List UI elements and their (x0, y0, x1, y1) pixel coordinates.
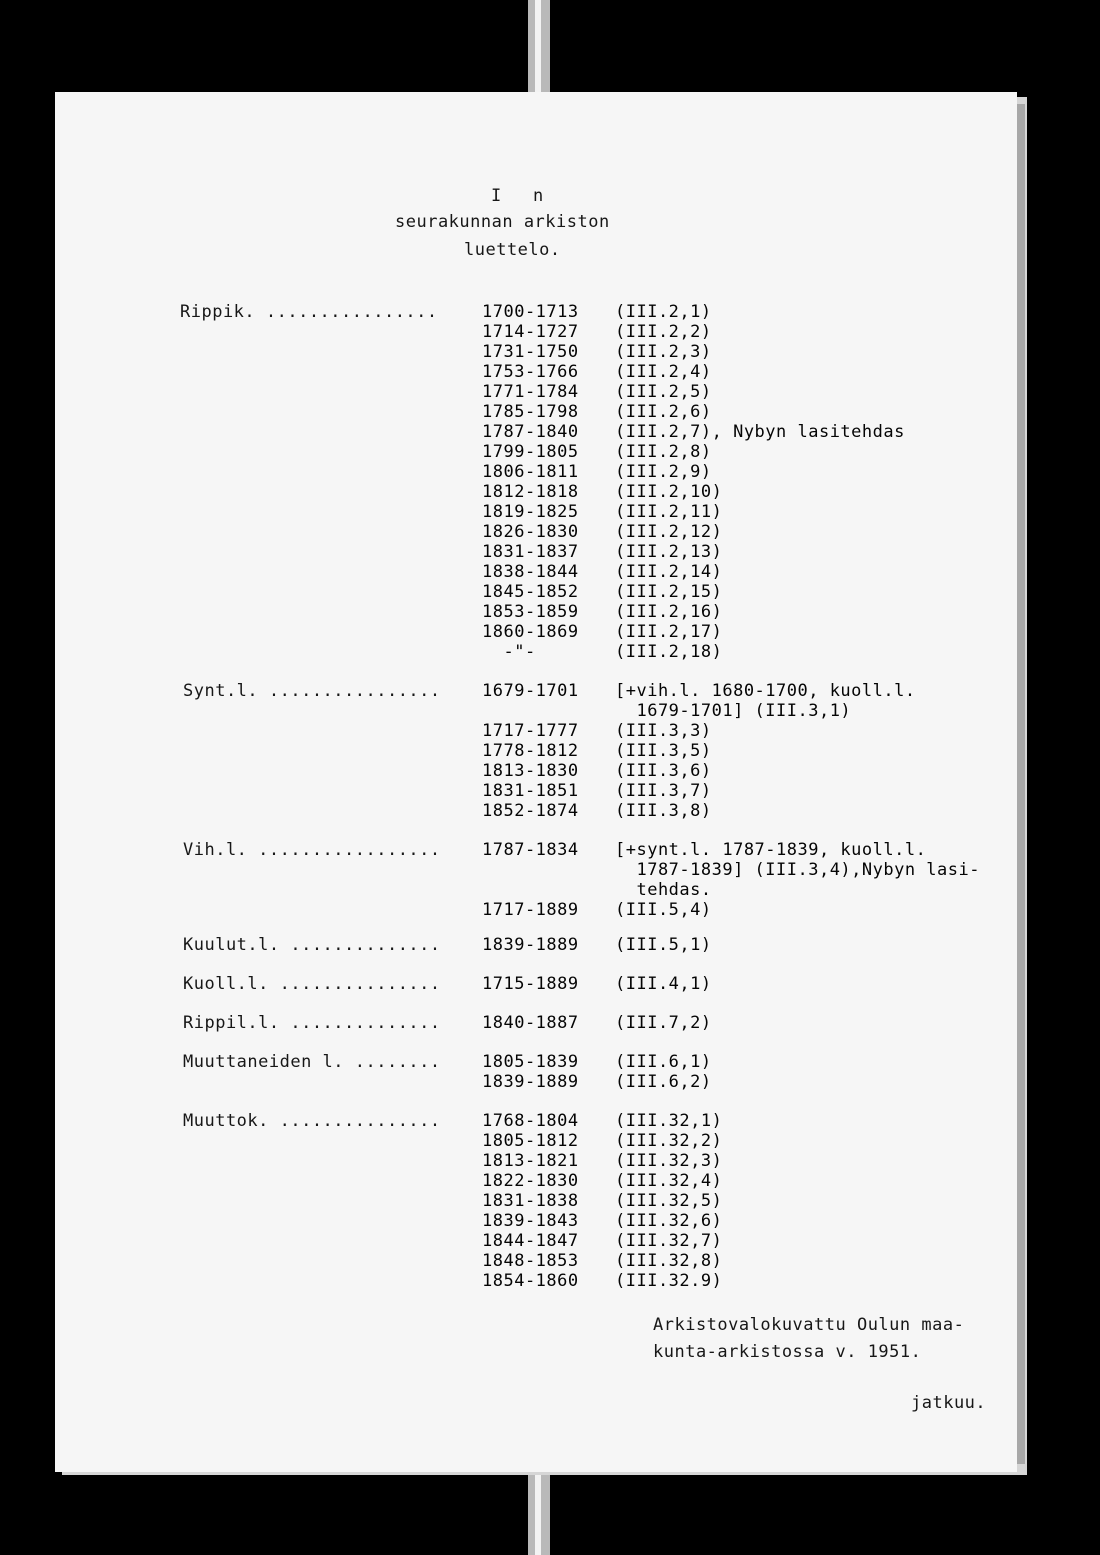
entry-years: 1700-1713 (482, 302, 579, 322)
entry-years: 1717-1777 (482, 721, 579, 741)
section-label: Kuoll.l. ............... (183, 974, 441, 994)
footer-note-line1: Arkistovalokuvattu Oulun maa- (653, 1315, 965, 1335)
entry-years: 1844-1847 (482, 1231, 579, 1251)
entry-reference: (III.32,2) (615, 1131, 723, 1151)
entry-years: 1839-1889 (482, 1072, 579, 1092)
section-label: Vih.l. ................. (183, 840, 441, 860)
entry-years: 1831-1851 (482, 781, 579, 801)
film-strip-bottom (528, 1470, 550, 1555)
entry-reference: (III.2,12) (615, 522, 723, 542)
entry-reference: (III.2,6) (615, 402, 712, 422)
film-strip-top (528, 0, 550, 100)
entry-years: 1826-1830 (482, 522, 579, 542)
entry-years: 1785-1798 (482, 402, 579, 422)
header-title-left: I (491, 186, 502, 206)
entry-reference: (III.2,17) (615, 622, 723, 642)
entry-years: 1822-1830 (482, 1171, 579, 1191)
entry-years: 1805-1812 (482, 1131, 579, 1151)
continues-label: jatkuu. (911, 1393, 987, 1413)
entry-reference: (III.5,1) (615, 935, 712, 955)
header-title-right: n (533, 186, 544, 206)
entry-reference: (III.3,7) (615, 781, 712, 801)
entry-years: 1853-1859 (482, 602, 579, 622)
entry-reference: (III.2,5) (615, 382, 712, 402)
entry-reference: (III.2,2) (615, 322, 712, 342)
entry-reference: (III.2,8) (615, 442, 712, 462)
entry-reference: (III.32,6) (615, 1211, 723, 1231)
entry-years: 1845-1852 (482, 582, 579, 602)
entry-reference: [+vih.l. 1680-1700, kuoll.l. (615, 681, 916, 701)
entry-years: 1852-1874 (482, 801, 579, 821)
entry-reference: (III.2,16) (615, 602, 723, 622)
entry-years: 1840-1887 (482, 1013, 579, 1033)
entry-reference: (III.2,7), Nybyn lasitehdas (615, 422, 905, 442)
entry-reference: (III.2,10) (615, 482, 723, 502)
entry-years: 1831-1837 (482, 542, 579, 562)
entry-years: 1838-1844 (482, 562, 579, 582)
entry-years: 1813-1821 (482, 1151, 579, 1171)
entry-reference: (III.3,6) (615, 761, 712, 781)
entry-reference: tehdas. (615, 880, 712, 900)
entry-reference: (III.32,4) (615, 1171, 723, 1191)
document-page (55, 92, 1017, 1472)
entry-years: -"- (482, 642, 536, 662)
entry-reference: (III.2,11) (615, 502, 723, 522)
entry-reference: 1787-1839] (III.3,4),Nybyn lasi- (615, 860, 980, 880)
entry-years: 1812-1818 (482, 482, 579, 502)
entry-reference: (III.2,15) (615, 582, 723, 602)
entry-years: 1839-1889 (482, 935, 579, 955)
entry-reference: (III.2,4) (615, 362, 712, 382)
entry-years: 1813-1830 (482, 761, 579, 781)
entry-years: 1831-1838 (482, 1191, 579, 1211)
entry-reference: (III.6,1) (615, 1052, 712, 1072)
paper-edge (1017, 104, 1025, 1464)
entry-reference: (III.2,3) (615, 342, 712, 362)
entry-years: 1778-1812 (482, 741, 579, 761)
entry-reference: (III.2,1) (615, 302, 712, 322)
entry-reference: (III.4,1) (615, 974, 712, 994)
entry-years: 1771-1784 (482, 382, 579, 402)
header-list-label: luettelo. (464, 240, 561, 260)
entry-years: 1768-1804 (482, 1111, 579, 1131)
entry-years: 1848-1853 (482, 1251, 579, 1271)
entry-reference: 1679-1701] (III.3,1) (615, 701, 852, 721)
entry-years: 1860-1869 (482, 622, 579, 642)
section-label: Synt.l. ................ (183, 681, 441, 701)
entry-reference: (III.2,13) (615, 542, 723, 562)
entry-reference: (III.6,2) (615, 1072, 712, 1092)
footer-note-line2: kunta-arkistossa v. 1951. (653, 1342, 922, 1362)
entry-years: 1731-1750 (482, 342, 579, 362)
entry-reference: (III.32.9) (615, 1271, 723, 1291)
entry-years: 1806-1811 (482, 462, 579, 482)
entry-years: 1714-1727 (482, 322, 579, 342)
entry-reference: (III.32,1) (615, 1111, 723, 1131)
entry-years: 1819-1825 (482, 502, 579, 522)
header-subtitle: seurakunnan arkiston (395, 212, 610, 232)
section-label: Rippik. ................ (180, 302, 438, 322)
entry-years: 1805-1839 (482, 1052, 579, 1072)
entry-reference: (III.32,7) (615, 1231, 723, 1251)
entry-reference: (III.32,5) (615, 1191, 723, 1211)
entry-reference: (III.3,5) (615, 741, 712, 761)
entry-reference: (III.5,4) (615, 900, 712, 920)
entry-reference: (III.32,3) (615, 1151, 723, 1171)
section-label: Rippil.l. .............. (183, 1013, 441, 1033)
entry-reference: (III.2,9) (615, 462, 712, 482)
entry-reference: (III.2,14) (615, 562, 723, 582)
entry-reference: [+synt.l. 1787-1839, kuoll.l. (615, 840, 927, 860)
entry-reference: (III.2,18) (615, 642, 723, 662)
entry-years: 1787-1834 (482, 840, 579, 860)
entry-years: 1839-1843 (482, 1211, 579, 1231)
entry-years: 1787-1840 (482, 422, 579, 442)
section-label: Muuttok. ............... (183, 1111, 441, 1131)
entry-years: 1717-1889 (482, 900, 579, 920)
entry-reference: (III.3,8) (615, 801, 712, 821)
section-label: Kuulut.l. .............. (183, 935, 441, 955)
entry-years: 1854-1860 (482, 1271, 579, 1291)
entry-years: 1715-1889 (482, 974, 579, 994)
entry-reference: (III.3,3) (615, 721, 712, 741)
entry-years: 1679-1701 (482, 681, 579, 701)
entry-reference: (III.32,8) (615, 1251, 723, 1271)
entry-reference: (III.7,2) (615, 1013, 712, 1033)
section-label: Muuttaneiden l. ........ (183, 1052, 441, 1072)
entry-years: 1799-1805 (482, 442, 579, 462)
entry-years: 1753-1766 (482, 362, 579, 382)
